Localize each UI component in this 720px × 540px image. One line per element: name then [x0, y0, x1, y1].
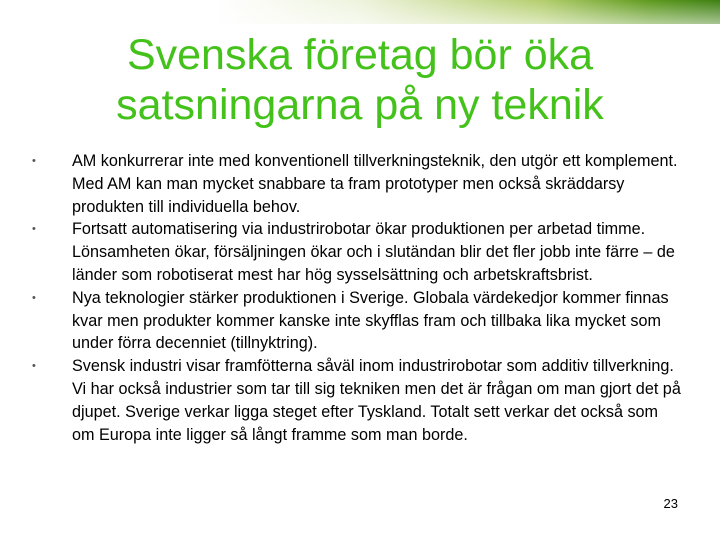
bullet-item [32, 150, 685, 218]
bullet-list [32, 150, 685, 446]
bullet-dot-icon: • [32, 155, 36, 167]
bullet-item [32, 355, 685, 446]
header-gradient-fade [0, 0, 720, 24]
bullet-dot-icon: • [32, 291, 36, 304]
bullet-item [32, 218, 685, 286]
bullet-item [32, 287, 685, 355]
slide-number: 23 [663, 496, 678, 511]
bullet-dot-icon: • [32, 223, 36, 236]
bullet-text: Fortsatt automatisering via industrirobotar ökar produktionen per arbetad timme. Lönsamheten ökar, försäljningen ökar och i slutändan blir det fler jobb inte färre – de länder som robotiserat mest har hög sysselsättning och arbetskraftsbrist. [72, 220, 675, 284]
bullet-text: Svensk industri visar framfötterna såväl inom industrirobotar som additiv tillverkning. Vi har också industrier som tar till sig tekniken men det är frågan om man gjort det på djupet. Sverige verkar ligga steget efter Tyskland. Totalt sett verkar det också som om Europa inte ligger så långt framme som man borde. [72, 357, 681, 444]
bullet-text: AM konkurrerar inte med konventionell tillverkningsteknik, den utgör ett komplement. Med AM kan man mycket snabbare ta fram prototyper men också skräddarsy produkten till individuella behov. [72, 152, 678, 216]
bullet-dot-icon: • [32, 360, 36, 373]
bullet-text: Nya teknologier stärker produktionen i Sverige. Globala värdekedjor kommer finnas kvar men produkter kommer kanske inte skyfflas fram och tillbaka lika mycket som under förra decenniet (tillnyktring). [72, 288, 669, 353]
slide-title: Svenska företag bör öka satsningarna på ny teknik [116, 31, 604, 129]
